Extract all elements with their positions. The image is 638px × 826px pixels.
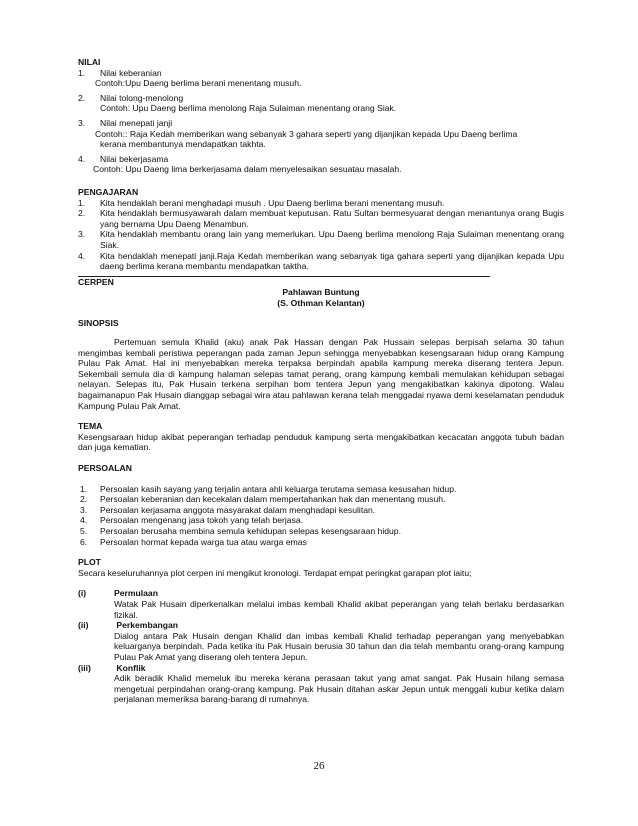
persoalan-item-text: Persoalan kasih sayang yang terjalin antara ahli keluarga terutama semasa kesusahan hidup. (100, 483, 457, 494)
persoalan-item (78, 505, 564, 516)
persoalan-list (78, 484, 564, 548)
nilai-item (78, 93, 564, 104)
pengajaran-item-number: 1. (78, 197, 86, 208)
persoalan-item-text: Persoalan hormat kepada warga tua atau warga emas (100, 536, 307, 547)
nilai-item-number: 1. (78, 67, 86, 78)
page-content (78, 57, 564, 705)
pengajaran-item (78, 251, 564, 272)
persoalan-item-text: Persoalan kerjasama anggota masyarakat dalam menghadapi kesulitan. (100, 504, 376, 515)
persoalan-item-number: 3. (80, 504, 88, 515)
plot-stage-number: (i) (78, 588, 87, 599)
persoalan-item-text: Persoalan keberanian dan kecekalan dalam mempertahankan hak dan menentang musuh. (100, 494, 446, 505)
nilai-item-example: Contoh: Upu Daeng berlima menolong Raja Sulaiman menentang orang Siak. (100, 103, 397, 114)
persoalan-item (78, 494, 564, 505)
nilai-item-label: Nilai bekerjasama (100, 153, 169, 164)
pengajaran-item-text: Kita hendaklah menepati janji.Raja Kedah memberikan wang sebanyak tiga gahara seperti yang dijanjikan kepada Upu daeng berlima kerana membantu mendapatkan taktha. (100, 250, 564, 272)
pengajaran-item (78, 229, 564, 250)
persoalan-item-number: 1. (80, 483, 88, 494)
tema-text: Kesengsaraan hidup akibat peperangan terhadap penduduk kampung serta mengakibatkan kecacatan anggota tubuh badan dan juga kematian. (78, 431, 564, 453)
plot-stage-name: Perkembangan (114, 620, 178, 631)
plot-stage (78, 620, 564, 662)
plot-stage-text: Adik beradik Khalid memeluk ibu mereka kerana perasaan takut yang amat sangat. Pak Husain hilang semasa mengetuai perpindahan orang-orang kampung. Pak Husain ditahan askar Jepun untuk menggali kubur ketika dalam perjalanan memeriksa barang-barang di rumahnya. (114, 673, 564, 705)
pengajaran-item-number: 2. (78, 208, 86, 219)
nilai-item (78, 118, 564, 129)
page-number: 26 (313, 760, 325, 772)
nilai-item-label: Nilai tolong-menolong (100, 92, 184, 103)
persoalan-item-number: 4. (80, 515, 88, 526)
persoalan-item-text: Persoalan berusaha membina semula kehidupan selepas kesengsaraan hidup. (100, 525, 401, 536)
plot-stage-name: Permulaan (114, 588, 158, 599)
plot-stage-number: (iii) (78, 662, 91, 673)
pengajaran-item-text: Kita hendaklah bermusyawarah dalam membuat keputusan. Ratu Sultan bermesyuarat dengan menantunya orang Bugis yang bernama Upu Daeng Menambun. (100, 208, 564, 229)
nilai-item-example: Contoh:Upu Daeng berlima berani menentang musuh. (95, 78, 302, 89)
nilai-item-example: Contoh:: Raja Kedah memberikan wang sebanyak 3 gahara seperti yang dijanjikan kepada Upu Daeng berlima (95, 128, 518, 139)
persoalan-item-text: Persoalan mengenang jasa tokoh yang telah berjasa. (100, 515, 304, 526)
nilai-heading: NILAI (78, 57, 101, 67)
nilai-item-example-continued: kerana membantunya mendapatkan takhta. (100, 139, 266, 150)
pengajaran-heading: PENGAJARAN (78, 186, 139, 197)
nilai-list (78, 68, 564, 175)
sinopsis-heading: SINOPSIS (78, 318, 119, 329)
pengajaran-item-text: Kita hendaklah berani menghadapi musuh . Upu Daeng berlima berani menentang musuh. (100, 197, 445, 208)
plot-intro: Secara keseluruhannya plot cerpen ini mengikut kronologi. Terdapat empat peringkat garapan plot iaitu; (78, 567, 472, 578)
plot-stage-name: Konflik (114, 662, 146, 673)
nilai-item (78, 154, 564, 165)
plot-heading: PLOT (78, 557, 101, 568)
pengajaran-item (78, 208, 564, 229)
nilai-item-label: Nilai keberanian (100, 67, 162, 78)
plot-stage-text: Dialog antara Pak Husain dengan Khalid dan imbas kembali Khalid terhadap peperangan yang menyebabkan keluarganya berpindah. Pada ketika itu Pak Husain berusia 30 tahun dan dia telah membantu orang-orang kampung Pulau Pak Amat yang diserang oleh tentera Jepun. (114, 630, 564, 662)
persoalan-item-number: 6. (80, 536, 88, 547)
story-author: (S. Othman Kelantan) (277, 297, 365, 308)
persoalan-item-number: 2. (80, 494, 88, 505)
story-title: Pahlawan Buntung (282, 287, 360, 298)
persoalan-item (78, 515, 564, 526)
nilai-item-number: 4. (78, 153, 86, 164)
persoalan-item-number: 5. (80, 525, 88, 536)
nilai-item (78, 68, 564, 79)
nilai-item-example: Contoh: Upu Daeng lima berkerjasama dalam menyelesaikan sesuatau masalah. (93, 164, 402, 175)
nilai-item-label: Nilai menepati janji (100, 117, 173, 128)
persoalan-item (78, 526, 564, 537)
plot-stage-text: Watak Pak Husain diperkenalkan melalui imbas kembali Khalid akibat peperangan yang telah berlaku berdasarkan fizikal. (114, 598, 564, 620)
persoalan-item (78, 537, 564, 548)
pengajaran-item (78, 198, 564, 209)
pengajaran-list (78, 198, 564, 272)
pengajaran-item-number: 4. (78, 250, 86, 261)
nilai-item-number: 3. (78, 117, 86, 128)
cerpen-heading: CERPEN (78, 276, 114, 287)
persoalan-item (78, 484, 564, 495)
pengajaran-item-text: Kita hendaklah membantu orang lain yang memerlukan. Upu Daeng berlima menolong Raja Sulaiman menentang orang Siak. (100, 229, 564, 250)
nilai-item-number: 2. (78, 92, 86, 103)
plot-stage (78, 663, 564, 705)
plot-stage (78, 588, 564, 620)
persoalan-heading: PERSOALAN (78, 463, 132, 473)
tema-heading: TEMA (78, 421, 103, 432)
pengajaran-item-number: 3. (78, 229, 86, 240)
plot-stage-number: (ii) (78, 620, 89, 631)
sinopsis-text: Pertemuan semula Khalid (aku) anak Pak Hassan dengan Pak Hussain selepas berpisah selama 30 tahun mengimbas kembali peristiwa peperangan pada zaman Jepun sehingga menyebabkan kesengsaraan hidup orang Kampung Pulau Pak Amat. Hal ini menyebabkan mereka terpaksa berpindah apabila kampung mereka diserang tentera Jepun. Sekembali semula dia di kampung halaman selepas tamat perang, orang kampung kembali memulakan kehidupan sebagai nelayan. Selepas itu, Pak Husain terkena serpihan bom tentera Jepun yang mengakibatkan kakinya dipotong. Walau bagaimanapun Pak Husain dianggap sebagai wira atau pahlawan kerana telah menggadai nyawa demi keselamatan penduduk Kampung Pulau Pak Amat. (78, 337, 564, 411)
